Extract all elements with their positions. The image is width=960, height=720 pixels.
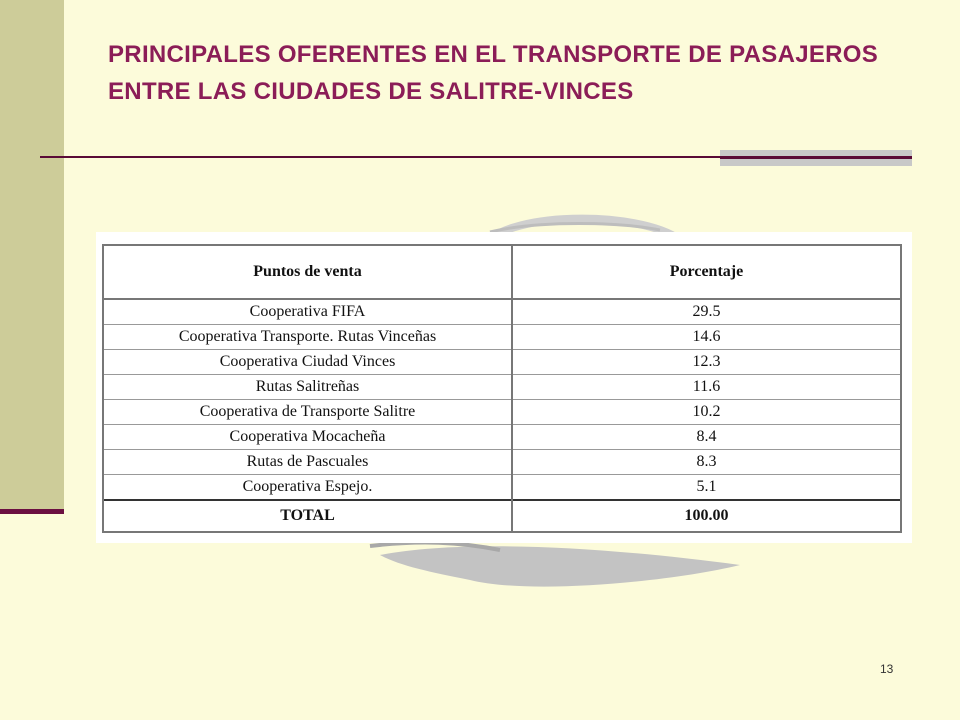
cell-value: 10.2 xyxy=(512,400,901,425)
table-row xyxy=(103,450,901,475)
cell-name: Rutas de Pascuales xyxy=(103,450,512,475)
table-row xyxy=(103,325,901,350)
table-card xyxy=(96,232,912,543)
cell-name: Cooperativa Espejo. xyxy=(103,475,512,501)
cell-value: 29.5 xyxy=(512,299,901,325)
left-band-underline xyxy=(0,509,64,514)
cell-value: 12.3 xyxy=(512,350,901,375)
left-decorative-band xyxy=(0,0,64,510)
offerings-table xyxy=(102,244,902,533)
table-row xyxy=(103,375,901,400)
cell-name: Rutas Salitreñas xyxy=(103,375,512,400)
column-header-puntos-de-venta: Puntos de venta xyxy=(103,245,512,299)
table-total-row xyxy=(103,500,901,532)
cell-value: 5.1 xyxy=(512,475,901,501)
table-row xyxy=(103,425,901,450)
title-rule-accent xyxy=(720,150,912,166)
slide-title: PRINCIPALES OFERENTES EN EL TRANSPORTE DE PASAJEROS ENTRE LAS CIUDADES DE SALITRE-VINCES xyxy=(108,41,879,105)
cell-value: 8.4 xyxy=(512,425,901,450)
cell-name: Cooperativa de Transporte Salitre xyxy=(103,400,512,425)
cell-name: Cooperativa FIFA xyxy=(103,299,512,325)
table-row xyxy=(103,400,901,425)
table-header-row xyxy=(103,245,901,299)
column-header-porcentaje: Porcentaje xyxy=(512,245,901,299)
table-row xyxy=(103,350,901,375)
cell-name: Cooperativa Ciudad Vinces xyxy=(103,350,512,375)
table-row xyxy=(103,475,901,501)
cell-value: 14.6 xyxy=(512,325,901,350)
cell-value: 8.3 xyxy=(512,450,901,475)
total-value: 100.00 xyxy=(512,500,901,532)
cell-name: Cooperativa Transporte. Rutas Vinceñas xyxy=(103,325,512,350)
page-number: 13 xyxy=(880,662,894,676)
cell-name: Cooperativa Mocacheña xyxy=(103,425,512,450)
total-label: TOTAL xyxy=(103,500,512,532)
table-row xyxy=(103,299,901,325)
cell-value: 11.6 xyxy=(512,375,901,400)
